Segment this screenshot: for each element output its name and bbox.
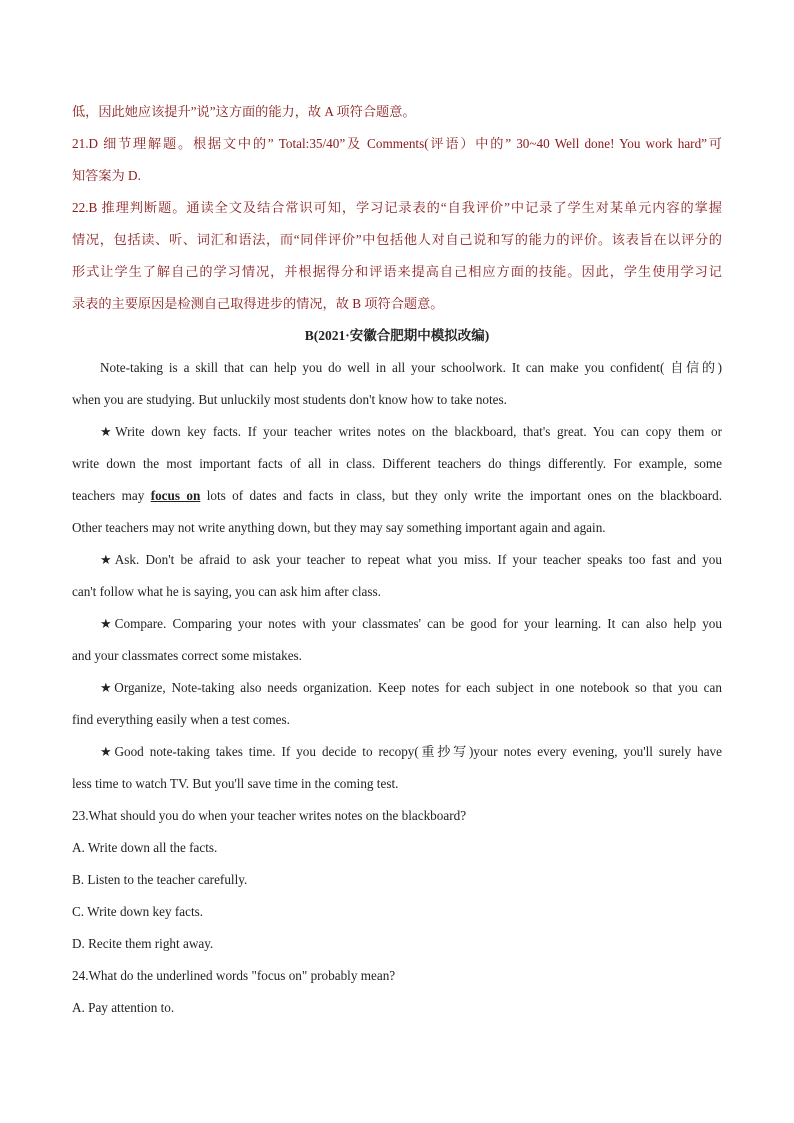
answer-22-line: 情况，包括读、听、词汇和语法，而“同伴评价”中包括他人对自己说和写的能力的评价。该表旨在以评分的 — [72, 232, 722, 247]
passage-line: find everything easily when a test comes. — [72, 712, 290, 727]
passage-line: Other teachers may not write anything down, but they may say something important again and again. — [72, 520, 606, 535]
option-c: C. Write down key facts. — [72, 904, 204, 919]
answer-21-line: 21.D 细节理解题。根据文中的” Total:35/40”及 Comments(评语）中的” 30~40 Well done! You work hard”可 — [72, 136, 722, 151]
passage-line — [72, 480, 722, 512]
passage-text: teachers may — [72, 488, 151, 503]
passage-line: ★Good note-taking takes time. If you decide to recopy(重抄写)your notes every evening, you'll surely have — [100, 744, 722, 759]
passage-text: lots of dates and facts in class, but they only write the important ones on the blackboard. — [200, 488, 722, 503]
passage-line: ★Write down key facts. If your teacher writes notes on the blackboard, that's great. You can copy them or — [100, 424, 722, 439]
passage-line: ★Compare. Comparing your notes with your classmates' can be good for your learning. It can also help you — [100, 616, 722, 631]
question-23: 23.What should you do when your teacher writes notes on the blackboard? — [72, 808, 467, 823]
answer-line: 低，因此她应该提升”说”这方面的能力，故 A 项符合题意。 — [72, 104, 416, 119]
passage-line: less time to watch TV. But you'll save time in the coming test. — [72, 776, 399, 791]
document-page — [72, 96, 722, 1024]
passage-line: can't follow what he is saying, you can ask him after class. — [72, 584, 381, 599]
option-d: D. Recite them right away. — [72, 936, 214, 951]
option-a: A. Pay attention to. — [72, 1000, 175, 1015]
answer-21-line: 知答案为 D. — [72, 168, 141, 183]
passage-line: Note-taking is a skill that can help you do well in all your schoolwork. It can make you confident( 自信的) — [100, 360, 722, 375]
answer-22-line: 形式让学生了解自己的学习情况，并根据得分和评语来提高自己相应方面的技能。因此，学生使用学习记 — [72, 264, 722, 279]
section-title: B(2021·安徽合肥期中模拟改编) — [304, 328, 490, 343]
question-24: 24.What do the underlined words "focus on" probably mean? — [72, 968, 396, 983]
passage-line: ★Ask. Don't be afraid to ask your teacher to repeat what you miss. If your teacher speaks too fast and you — [100, 552, 722, 567]
passage-line: write down the most important facts of all in class. Different teachers do things differently. For example, some — [72, 456, 722, 471]
option-a: A. Write down all the facts. — [72, 840, 218, 855]
passage-line: and your classmates correct some mistakes. — [72, 648, 302, 663]
option-b: B. Listen to the teacher carefully. — [72, 872, 248, 887]
passage-line: ★Organize, Note-taking also needs organization. Keep notes for each subject in one notebook so that you can — [100, 680, 722, 695]
passage-line: when you are studying. But unluckily most students don't know how to take notes. — [72, 392, 507, 407]
underlined-phrase: focus on — [150, 488, 201, 503]
answer-22-line: 22.B 推理判断题。通读全文及结合常识可知，学习记录表的“自我评价”中记录了学生对某单元内容的掌握 — [72, 200, 722, 215]
answer-22-line: 录表的主要原因是检测自己取得进步的情况，故 B 项符合题意。 — [72, 296, 444, 311]
